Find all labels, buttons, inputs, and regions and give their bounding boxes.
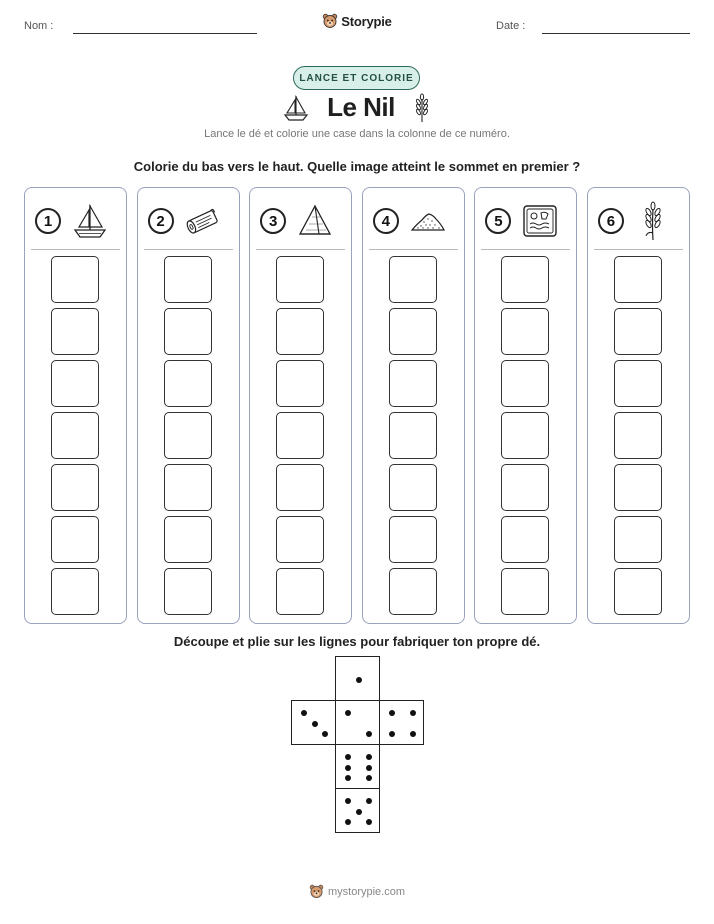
cell-stack bbox=[389, 256, 437, 615]
column-2 bbox=[137, 187, 240, 624]
dice-columns bbox=[24, 187, 690, 624]
color-cell[interactable] bbox=[501, 256, 549, 303]
color-cell[interactable] bbox=[501, 360, 549, 407]
color-cell[interactable] bbox=[164, 256, 212, 303]
papyrus-scroll-icon bbox=[184, 202, 222, 240]
die-pip bbox=[345, 798, 351, 804]
color-cell[interactable] bbox=[614, 516, 662, 563]
color-cell[interactable] bbox=[614, 360, 662, 407]
color-cell[interactable] bbox=[614, 412, 662, 459]
name-label: Nom : bbox=[24, 20, 54, 32]
color-cell[interactable] bbox=[51, 464, 99, 511]
date-line[interactable] bbox=[542, 33, 690, 34]
color-cell[interactable] bbox=[51, 412, 99, 459]
die-pip bbox=[389, 710, 395, 716]
sailboat-icon bbox=[283, 94, 309, 122]
storypie-bear-icon bbox=[322, 13, 338, 29]
subtitle: Lance le dé et colorie une case dans la colonne de ce numéro. bbox=[204, 128, 510, 140]
color-cell[interactable] bbox=[51, 308, 99, 355]
column-header bbox=[148, 201, 233, 241]
brand-name: Storypie bbox=[341, 13, 392, 29]
cell-stack bbox=[501, 256, 549, 615]
cell-stack bbox=[276, 256, 324, 615]
color-cell[interactable] bbox=[164, 568, 212, 615]
color-cell[interactable] bbox=[501, 516, 549, 563]
die-pip bbox=[366, 798, 372, 804]
die-face bbox=[291, 700, 336, 745]
column-divider bbox=[594, 249, 683, 250]
color-cell[interactable] bbox=[164, 308, 212, 355]
column-header bbox=[35, 201, 120, 241]
wheat-icon bbox=[413, 93, 431, 123]
die-pip bbox=[366, 754, 372, 760]
date-label: Date : bbox=[496, 20, 526, 32]
die-face bbox=[335, 788, 380, 833]
die-pip bbox=[345, 754, 351, 760]
color-cell[interactable] bbox=[501, 464, 549, 511]
color-cell[interactable] bbox=[51, 516, 99, 563]
color-cell[interactable] bbox=[501, 308, 549, 355]
column-divider bbox=[481, 249, 570, 250]
color-cell[interactable] bbox=[276, 256, 324, 303]
die-pip bbox=[345, 765, 351, 771]
die-face bbox=[379, 700, 424, 745]
color-cell[interactable] bbox=[389, 308, 437, 355]
footer-url: mystorypie.com bbox=[327, 885, 406, 898]
color-cell[interactable] bbox=[501, 568, 549, 615]
color-cell[interactable] bbox=[276, 516, 324, 563]
die-pip bbox=[345, 710, 351, 716]
cell-stack bbox=[614, 256, 662, 615]
column-header bbox=[373, 201, 458, 241]
color-cell[interactable] bbox=[164, 412, 212, 459]
color-cell[interactable] bbox=[389, 516, 437, 563]
column-3 bbox=[249, 187, 352, 624]
die-face bbox=[335, 700, 380, 745]
column-number: 6 bbox=[598, 208, 624, 234]
column-header bbox=[598, 201, 683, 241]
column-divider bbox=[256, 249, 345, 250]
color-cell[interactable] bbox=[276, 412, 324, 459]
column-divider bbox=[369, 249, 458, 250]
footer bbox=[0, 884, 714, 899]
cut-instruction: Découpe et plie sur les lignes pour fabriquer ton propre dé. bbox=[173, 634, 541, 649]
color-cell[interactable] bbox=[276, 568, 324, 615]
column-number: 2 bbox=[148, 208, 174, 234]
column-header bbox=[260, 201, 345, 241]
color-cell[interactable] bbox=[614, 308, 662, 355]
color-cell[interactable] bbox=[51, 360, 99, 407]
die-pip bbox=[366, 731, 372, 737]
die-pip bbox=[345, 819, 351, 825]
die-pip bbox=[410, 710, 416, 716]
column-6 bbox=[587, 187, 690, 624]
color-cell[interactable] bbox=[501, 412, 549, 459]
color-cell[interactable] bbox=[51, 568, 99, 615]
color-cell[interactable] bbox=[389, 568, 437, 615]
instruction: Colorie du bas vers le haut. Quelle image atteint le sommet en premier ? bbox=[133, 159, 581, 174]
die-pip bbox=[312, 721, 318, 727]
die-pip bbox=[389, 731, 395, 737]
title-row bbox=[0, 92, 714, 123]
cell-stack bbox=[51, 256, 99, 615]
column-4 bbox=[362, 187, 465, 624]
name-line[interactable] bbox=[73, 33, 257, 34]
color-cell[interactable] bbox=[164, 360, 212, 407]
die-pip bbox=[366, 765, 372, 771]
storypie-bear-icon bbox=[309, 884, 324, 899]
die-pip bbox=[410, 731, 416, 737]
die-pip bbox=[356, 677, 362, 683]
color-cell[interactable] bbox=[614, 256, 662, 303]
column-5 bbox=[474, 187, 577, 624]
column-1 bbox=[24, 187, 127, 624]
color-cell[interactable] bbox=[389, 360, 437, 407]
die-pip bbox=[345, 775, 351, 781]
color-cell[interactable] bbox=[276, 360, 324, 407]
die-pip bbox=[366, 819, 372, 825]
color-cell[interactable] bbox=[164, 464, 212, 511]
pyramid-icon bbox=[296, 202, 334, 240]
sailboat-icon bbox=[71, 202, 109, 240]
color-cell[interactable] bbox=[614, 568, 662, 615]
die-face bbox=[335, 744, 380, 789]
cell-stack bbox=[164, 256, 212, 615]
column-number: 1 bbox=[35, 208, 61, 234]
die-pip bbox=[301, 710, 307, 716]
column-number: 4 bbox=[373, 208, 399, 234]
sand-pile-icon bbox=[409, 202, 447, 240]
column-number: 3 bbox=[260, 208, 286, 234]
color-cell[interactable] bbox=[389, 256, 437, 303]
color-cell[interactable] bbox=[389, 412, 437, 459]
column-number: 5 bbox=[485, 208, 511, 234]
column-divider bbox=[31, 249, 120, 250]
brand-logo bbox=[0, 13, 714, 29]
color-cell[interactable] bbox=[276, 464, 324, 511]
page-title: Le Nil bbox=[327, 92, 395, 122]
die-pip bbox=[366, 775, 372, 781]
color-cell[interactable] bbox=[276, 308, 324, 355]
color-cell[interactable] bbox=[389, 464, 437, 511]
die-face bbox=[335, 656, 380, 701]
color-cell[interactable] bbox=[51, 256, 99, 303]
activity-badge: LANCE ET COLORIE bbox=[293, 66, 420, 90]
color-cell[interactable] bbox=[164, 516, 212, 563]
die-pip bbox=[356, 809, 362, 815]
column-divider bbox=[144, 249, 233, 250]
hieroglyph-tablet-icon bbox=[521, 202, 559, 240]
die-pip bbox=[322, 731, 328, 737]
color-cell[interactable] bbox=[614, 464, 662, 511]
column-header bbox=[485, 201, 570, 241]
wheat-icon bbox=[634, 202, 672, 240]
